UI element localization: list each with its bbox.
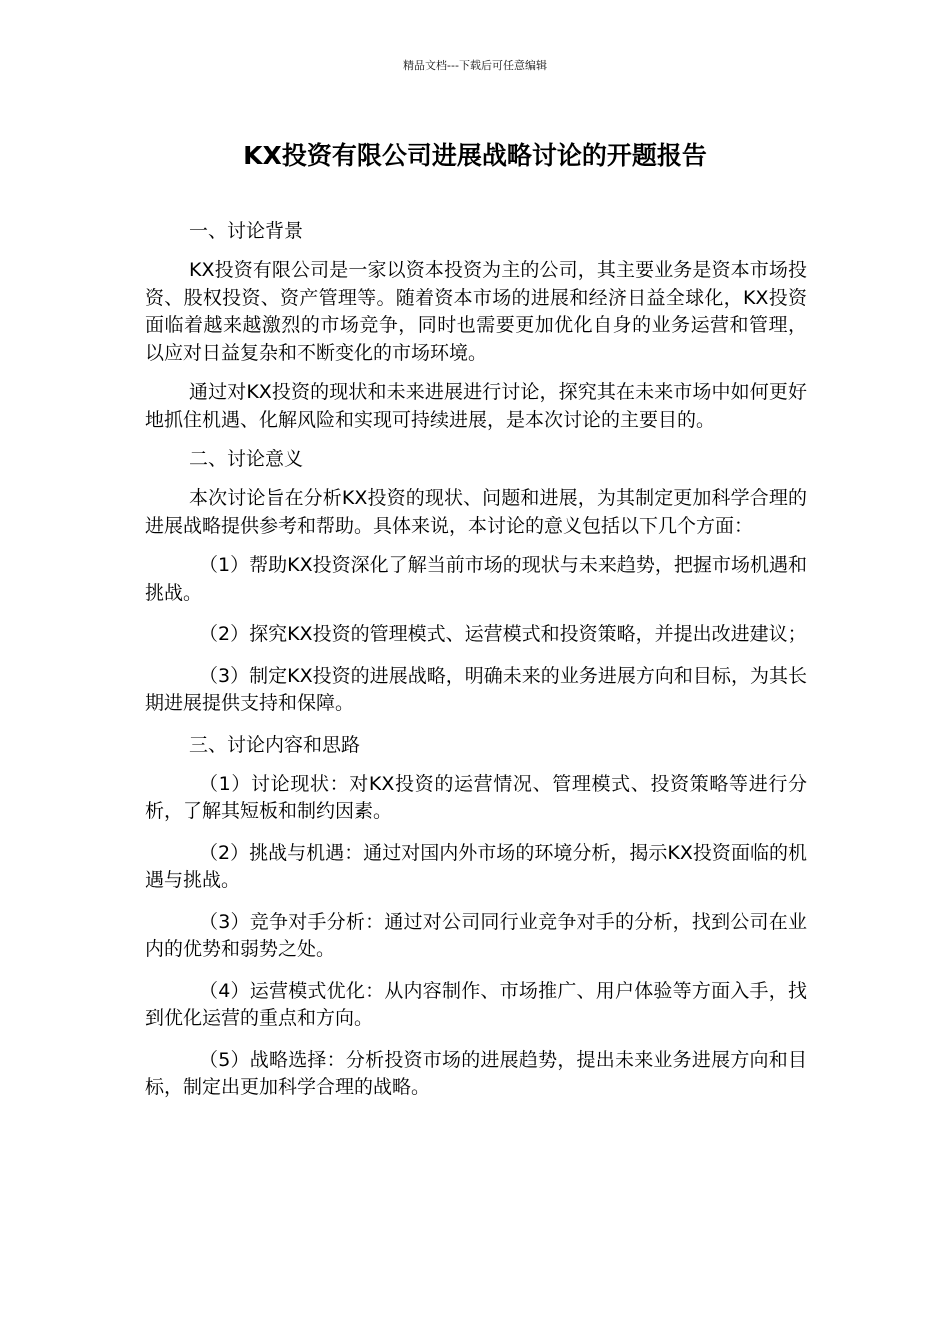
significance-list-item: （1）帮助KX投资深化了解当前市场的现状与未来趋势，把握市场机遇和挑战。 xyxy=(145,554,807,604)
content-list-item: （5）战略选择：分析投资市场的进展趋势，提出未来业务进展方向和目标，制定出更加科学合理的战略。 xyxy=(145,1048,807,1098)
section-heading-significance: 二、讨论意义 xyxy=(189,448,304,470)
background-paragraph: 通过对KX投资的现状和未来进展进行讨论，探究其在未来市场中如何更好地抓住机遇、化解风险和实现可持续进展，是本次讨论的主要目的。 xyxy=(145,381,807,431)
significance-intro-paragraph: 本次讨论旨在分析KX投资的现状、问题和进展，为其制定更加科学合理的进展战略提供参考和帮助。具体来说，本讨论的意义包括以下几个方面： xyxy=(145,487,807,537)
content-list-item: （4）运营模式优化：从内容制作、市场推广、用户体验等方面入手，找到优化运营的重点和方向。 xyxy=(145,979,807,1029)
document-body xyxy=(145,218,807,1116)
document-title: KX投资有限公司进展战略讨论的开题报告 xyxy=(243,141,707,170)
content-list-item: （2）挑战与机遇：通过对国内外市场的环境分析，揭示KX投资面临的机遇与挑战。 xyxy=(145,841,807,891)
page-header: 精品文档---下载后可任意编辑 xyxy=(403,59,547,72)
content-list-item: （3）竞争对手分析：通过对公司同行业竞争对手的分析，找到公司在业内的优势和弱势之处。 xyxy=(145,910,807,960)
section-heading-background: 一、讨论背景 xyxy=(189,220,304,242)
significance-list-item: （2）探究KX投资的管理模式、运营模式和投资策略，并提出改进建议； xyxy=(199,623,807,645)
background-paragraph: KX投资有限公司是一家以资本投资为主的公司，其主要业务是资本市场投资、股权投资、资产管理等。随着资本市场的进展和经济日益全球化，KX投资面临着越来越激烈的市场竞争，同时也需要更加优化自身的业务运营和管理，以应对日益复杂和不断变化的市场环境。 xyxy=(145,259,807,364)
section-heading-content: 三、讨论内容和思路 xyxy=(189,733,361,756)
content-list-item: （1）讨论现状：对KX投资的运营情况、管理模式、投资策略等进行分析，了解其短板和制约因素。 xyxy=(145,772,807,822)
significance-list-item: （3）制定KX投资的进展战略，明确未来的业务进展方向和目标，为其长期进展提供支持和保障。 xyxy=(145,664,807,714)
